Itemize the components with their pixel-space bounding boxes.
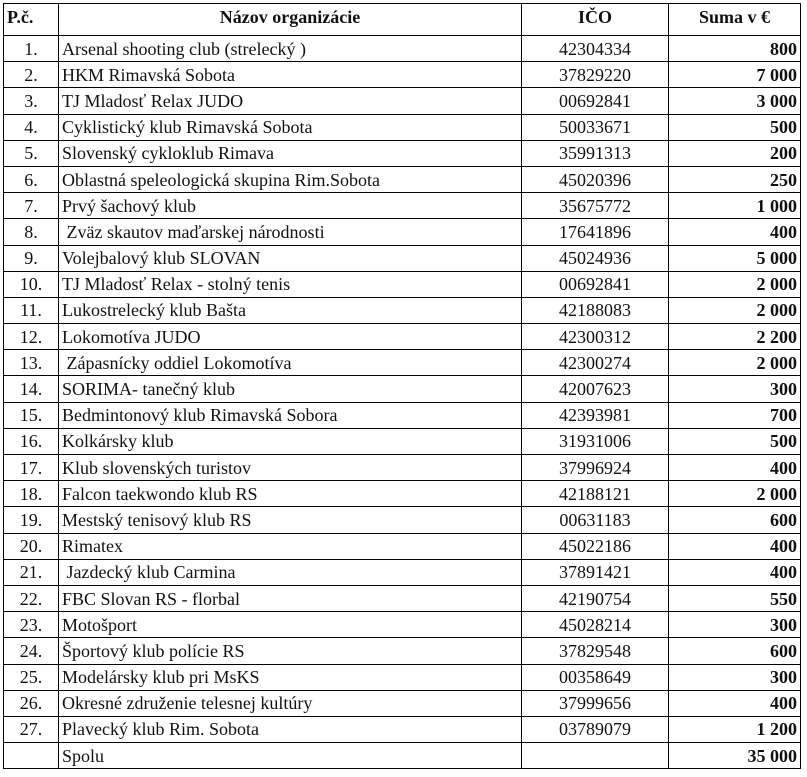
organization-name: Oblastná speleologická skupina Rim.Sobota [59,166,522,192]
amount: 2 000 [669,350,801,376]
organization-name: Prvý šachový klub [59,193,522,219]
organization-name: Kolkársky klub [59,428,522,454]
ico-number: 31931006 [522,428,669,454]
table-row [4,140,801,166]
table-row [4,271,801,297]
amount: 2 000 [669,271,801,297]
ico-number: 37999656 [522,690,669,716]
table-row [4,114,801,140]
organization-name: HKM Rimavská Sobota [59,62,522,88]
row-number: 7. [4,193,59,219]
row-number: 15. [4,402,59,428]
ico-number: 03789079 [522,716,669,742]
row-number: 23. [4,612,59,638]
table-row [4,88,801,114]
ico-number: 42007623 [522,376,669,402]
row-number: 26. [4,690,59,716]
ico-number: 42300274 [522,350,669,376]
organization-name: Motošport [59,612,522,638]
table-row [4,690,801,716]
ico-number: 50033671 [522,114,669,140]
organization-name: Lukostrelecký klub Bašta [59,297,522,323]
row-number: 10. [4,271,59,297]
amount: 800 [669,36,801,62]
table-row [4,559,801,585]
amount: 550 [669,585,801,611]
organization-name: Plavecký klub Rim. Sobota [59,716,522,742]
table-row [4,585,801,611]
organization-name: Modelársky klub pri MsKS [59,664,522,690]
row-number: 18. [4,481,59,507]
organization-name: SORIMA- tanečný klub [59,376,522,402]
organization-name: Slovenský cykloklub Rimava [59,140,522,166]
row-number: 17. [4,455,59,481]
total-amount: 35 000 [669,743,801,769]
row-number: 8. [4,219,59,245]
organization-name: Cyklistický klub Rimavská Sobota [59,114,522,140]
header-number: P.č. [4,4,59,36]
table-row [4,612,801,638]
ico-number: 37996924 [522,455,669,481]
ico-number: 45024936 [522,245,669,271]
ico-number: 00692841 [522,88,669,114]
table-row [4,297,801,323]
amount: 1 000 [669,193,801,219]
total-row [4,743,801,769]
organization-name: Arsenal shooting club (strelecký ) [59,36,522,62]
amount: 3 000 [669,88,801,114]
table-row [4,219,801,245]
row-number: 9. [4,245,59,271]
amount: 2 000 [669,481,801,507]
amount: 500 [669,114,801,140]
row-number: 19. [4,507,59,533]
organization-name: Klub slovenských turistov [59,455,522,481]
ico-number: 45020396 [522,166,669,192]
organization-name: Jazdecký klub Carmina [59,559,522,585]
ico-number: 00358649 [522,664,669,690]
row-number: 12. [4,324,59,350]
table-row [4,166,801,192]
organization-name: TJ Mladosť Relax - stolný tenis [59,271,522,297]
row-number: 1. [4,36,59,62]
ico-number: 42188121 [522,481,669,507]
header-ico: IČO [522,4,669,36]
total-ico-cell [522,743,669,769]
ico-number: 42304334 [522,36,669,62]
amount: 700 [669,402,801,428]
ico-number: 37891421 [522,559,669,585]
amount: 7 000 [669,62,801,88]
table-row [4,533,801,559]
organization-name: Volejbalový klub SLOVAN [59,245,522,271]
row-number: 3. [4,88,59,114]
table-row [4,193,801,219]
organization-name: Rimatex [59,533,522,559]
row-number: 21. [4,559,59,585]
organization-name: Lokomotíva JUDO [59,324,522,350]
header-organization-name: Názov organizácie [59,4,522,36]
ico-number: 42393981 [522,402,669,428]
amount: 300 [669,612,801,638]
table-row [4,350,801,376]
organization-name: Mestský tenisový klub RS [59,507,522,533]
row-number: 13. [4,350,59,376]
row-number: 22. [4,585,59,611]
amount: 400 [669,219,801,245]
row-number: 24. [4,638,59,664]
table-row [4,324,801,350]
amount: 600 [669,507,801,533]
ico-number: 00692841 [522,271,669,297]
amount: 400 [669,559,801,585]
amount: 300 [669,664,801,690]
grants-table [3,3,801,769]
amount: 5 000 [669,245,801,271]
header-row [4,4,801,36]
table-row [4,716,801,742]
table-row [4,376,801,402]
amount: 300 [669,376,801,402]
amount: 1 200 [669,716,801,742]
ico-number: 45028214 [522,612,669,638]
table-row [4,245,801,271]
organization-name: Bedmintonový klub Rimavská Sobora [59,402,522,428]
ico-number: 45022186 [522,533,669,559]
organization-name: FBC Slovan RS - florbal [59,585,522,611]
row-number: 16. [4,428,59,454]
table-row [4,402,801,428]
ico-number: 35675772 [522,193,669,219]
table-row [4,664,801,690]
table-row [4,455,801,481]
total-number-cell [4,743,59,769]
row-number: 27. [4,716,59,742]
row-number: 14. [4,376,59,402]
amount: 400 [669,533,801,559]
amount: 250 [669,166,801,192]
ico-number: 00631183 [522,507,669,533]
amount: 500 [669,428,801,454]
table-row [4,62,801,88]
ico-number: 35991313 [522,140,669,166]
ico-number: 37829548 [522,638,669,664]
organization-name: Falcon taekwondo klub RS [59,481,522,507]
header-amount: Suma v € [669,4,801,36]
ico-number: 17641896 [522,219,669,245]
row-number: 11. [4,297,59,323]
ico-number: 42300312 [522,324,669,350]
total-label: Spolu [59,743,522,769]
amount: 2 200 [669,324,801,350]
row-number: 6. [4,166,59,192]
amount: 2 000 [669,297,801,323]
row-number: 25. [4,664,59,690]
amount: 400 [669,690,801,716]
organization-name: Okresné združenie telesnej kultúry [59,690,522,716]
ico-number: 37829220 [522,62,669,88]
table-row [4,481,801,507]
row-number: 5. [4,140,59,166]
table-row [4,638,801,664]
table-row [4,428,801,454]
ico-number: 42188083 [522,297,669,323]
amount: 400 [669,455,801,481]
organization-name: Zápasnícky oddiel Lokomotíva [59,350,522,376]
organization-name: Zväz skautov maďarskej národnosti [59,219,522,245]
row-number: 4. [4,114,59,140]
table-row [4,36,801,62]
table-row [4,507,801,533]
amount: 200 [669,140,801,166]
ico-number: 42190754 [522,585,669,611]
organization-name: TJ Mladosť Relax JUDO [59,88,522,114]
organization-name: Športový klub polície RS [59,638,522,664]
row-number: 20. [4,533,59,559]
row-number: 2. [4,62,59,88]
amount: 600 [669,638,801,664]
